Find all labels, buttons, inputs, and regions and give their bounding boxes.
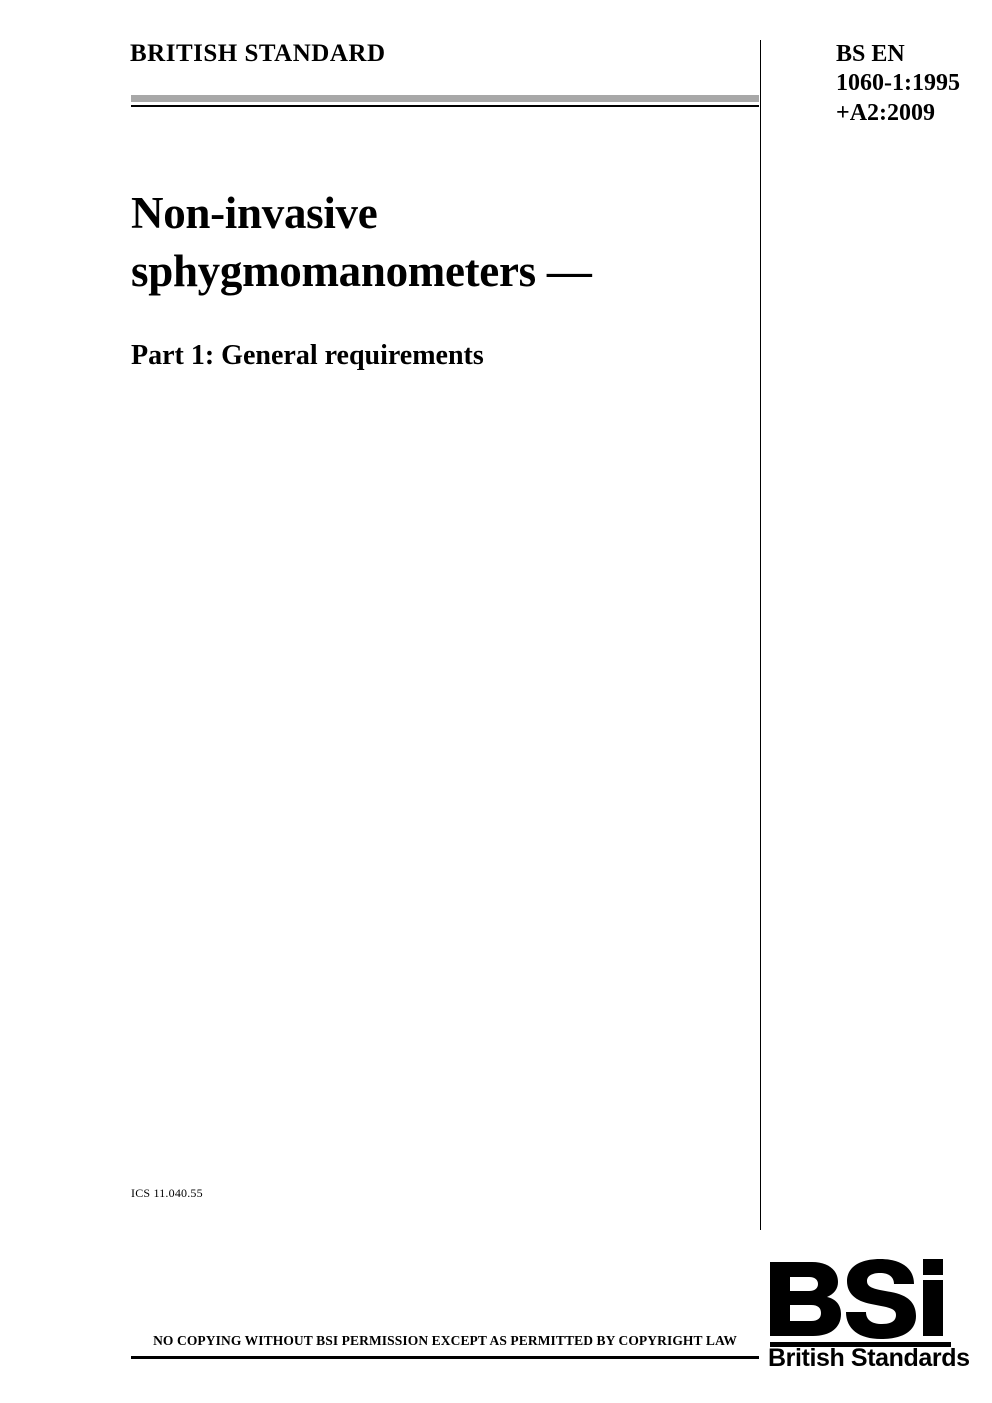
- page-title-line-2: sphygmomanometers —: [131, 245, 592, 296]
- document-reference-line-3: +A2:2009: [836, 99, 936, 126]
- header-rule-thin: [131, 105, 759, 107]
- brand-title: BRITISH STANDARD: [130, 40, 386, 67]
- page-subtitle: Part 1: General requirements: [131, 340, 484, 372]
- copyright-notice: NO COPYING WITHOUT BSI PERMISSION EXCEPT AS PERMITTED BY COPYRIGHT LAW: [153, 1333, 737, 1348]
- bsi-wordmark: British Standards: [768, 1344, 970, 1372]
- vertical-divider: [760, 40, 761, 1230]
- footer-rule: [131, 1356, 759, 1359]
- document-reference-line-2: 1060-1:1995: [836, 70, 960, 97]
- title-block: [131, 185, 751, 375]
- page-title-line-1: Non-invasive: [131, 188, 378, 238]
- page-header: [130, 40, 960, 128]
- header-rule-thick: [131, 95, 759, 102]
- ics-code: ICS 11.040.55: [131, 1186, 203, 1200]
- page-title: [131, 185, 751, 300]
- document-reference: [836, 40, 960, 128]
- document-reference-line-1: BS EN: [836, 41, 905, 67]
